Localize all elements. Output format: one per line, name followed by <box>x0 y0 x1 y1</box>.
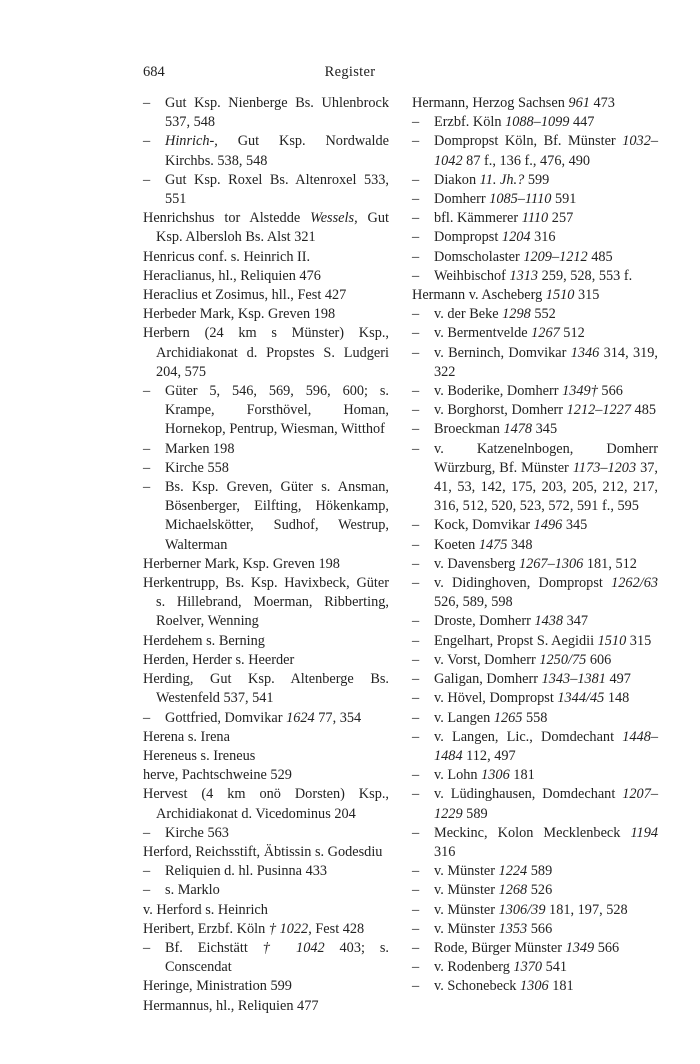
entry-date: 1349† <box>562 383 598 400</box>
entry-text: 599 <box>524 171 550 188</box>
subentry-dash: – <box>412 939 420 956</box>
entry-text: 566 <box>594 939 620 956</box>
subentry-dash: – <box>412 402 420 419</box>
subentry-dash: – <box>412 421 420 438</box>
entry-date: Wessels <box>310 210 355 227</box>
entry-text: v. Münster <box>434 901 499 918</box>
entry-date: 1353 <box>498 920 528 937</box>
index-subentry <box>412 209 658 228</box>
index-subentry <box>412 248 658 267</box>
entry-text: Herbern (24 km s Münster) Ksp., Archidiakonat d. Propstes S. Ludgeri 204, 575 <box>143 325 389 380</box>
entry-text: v. Lohn <box>434 767 482 784</box>
entry-text: 181 <box>548 978 574 995</box>
index-entry <box>143 766 389 785</box>
subentry-dash: – <box>412 786 420 803</box>
entry-text: Heribert, Erzbf. Köln <box>143 920 269 937</box>
entry-text: v. Münster <box>434 882 499 899</box>
entry-date: 1224 <box>498 863 528 880</box>
index-subentry <box>412 728 658 766</box>
entry-text: 512 <box>559 325 585 342</box>
index-subentry <box>412 977 658 996</box>
index-subentry <box>143 171 389 209</box>
index-entry <box>412 286 658 305</box>
entry-text: 316 <box>434 843 456 860</box>
index-subentry <box>412 939 658 958</box>
entry-text: v. Bermentvelde <box>434 325 532 342</box>
entry-date: 1306 <box>481 767 510 784</box>
entry-text: v. Berninch, Domvikar <box>434 344 571 361</box>
entry-text: Bf. Eichstätt <box>165 939 263 956</box>
entry-text: 403; s. Conscendat <box>165 939 389 976</box>
entry-text: 314, 319, 322 <box>434 344 658 380</box>
index-entry <box>143 670 389 708</box>
entry-text: v. Hövel, Dompropst <box>434 690 558 707</box>
index-subentry <box>412 689 658 708</box>
entry-date: 1110 <box>521 210 549 227</box>
entry-date: 11. Jh.? <box>479 171 525 188</box>
index-entry <box>143 728 389 747</box>
subentry-dash: – <box>412 632 420 649</box>
entry-text: v. Münster <box>434 863 499 880</box>
subentry-dash: – <box>143 479 151 496</box>
entry-text: Gut Ksp. Nienberge Bs. Uhlenbrock 537, 548 <box>165 95 389 131</box>
entry-date: 1475 <box>478 536 508 553</box>
entry-text: 541 <box>542 959 568 976</box>
entry-text: 37, 41, 53, 142, 175, 203, 205, 212, 217, 316, 512, 520, 523, 572, 591 f., 595 <box>434 459 658 515</box>
subentry-dash: – <box>143 824 151 841</box>
entry-date: 1306 <box>520 978 549 995</box>
index-subentry <box>143 132 389 170</box>
subentry-dash: – <box>143 440 151 457</box>
entry-date: 1306/39 <box>498 901 546 918</box>
entry-text: Marken 198 <box>165 440 235 457</box>
index-subentry <box>143 939 389 977</box>
subentry-dash: – <box>412 555 420 572</box>
index-subentry <box>412 401 658 420</box>
entry-text: v. Langen, Lic., Domdechant <box>434 728 623 745</box>
entry-text: Hereneus s. Ireneus <box>143 747 256 764</box>
entry-text: Erzbf. Köln <box>434 114 506 131</box>
index-subentry <box>412 171 658 190</box>
entry-text: 497 <box>605 671 631 688</box>
entry-date: 1349 <box>565 939 595 956</box>
entry-text: Engelhart, Propst S. Aegidii <box>434 632 598 649</box>
entry-date: 1207–1229 <box>434 786 658 822</box>
subentry-dash: – <box>412 728 420 745</box>
index-subentry <box>412 958 658 977</box>
index-entry <box>143 977 389 996</box>
entry-text: 558 <box>522 709 548 726</box>
entry-text: 591 <box>551 191 577 208</box>
index-subentry <box>412 785 658 823</box>
entry-text: v. Katzenelnbogen, Domherr Würzburg, Bf. Münster <box>434 440 658 476</box>
index-subentry <box>412 901 658 920</box>
subentry-dash: – <box>412 517 420 534</box>
entry-date: † 1022 <box>268 920 309 937</box>
entry-text: 566 <box>527 920 553 937</box>
index-subentry <box>412 190 658 209</box>
entry-text: 112, 497 <box>462 747 516 764</box>
entry-text: Rode, Bürger Münster <box>434 939 566 956</box>
entry-date: 1268 <box>498 882 528 899</box>
index-entry <box>412 94 658 113</box>
entry-text: 485 <box>630 402 657 419</box>
index-subentry <box>412 267 658 286</box>
subentry-dash: – <box>412 901 420 918</box>
entry-date: 1370 <box>513 959 543 976</box>
index-subentry <box>412 344 658 382</box>
index-subentry <box>143 440 389 459</box>
entry-date: 1624 <box>286 709 315 726</box>
index-subentry <box>143 478 389 555</box>
subentry-dash: – <box>412 229 420 246</box>
index-entry <box>143 632 389 651</box>
entry-text: Gut Ksp. Roxel Bs. Altenroxel 533, 551 <box>165 171 389 208</box>
entry-text: Kirche 563 <box>165 824 229 841</box>
entry-text: 589 <box>527 863 553 880</box>
entry-date: 1085–1110 <box>489 191 552 208</box>
page-number: 684 <box>143 64 165 80</box>
index-entry <box>143 267 389 286</box>
subentry-dash: – <box>412 267 420 284</box>
entry-text: 473 <box>589 95 615 111</box>
entry-date: 1510 <box>597 632 627 649</box>
index-entry <box>143 324 389 382</box>
entry-text: Broeckman <box>434 421 504 438</box>
entry-text: Henrichshus tor Alstedde <box>143 210 311 227</box>
subentry-dash: – <box>143 171 151 188</box>
index-entry <box>143 209 389 247</box>
index-subentry <box>143 382 389 440</box>
entry-text: Gottfried, Domvikar <box>165 709 287 726</box>
subentry-dash: – <box>412 863 420 880</box>
index-column-right <box>412 94 658 997</box>
subentry-dash: – <box>143 882 151 899</box>
index-column-left <box>143 94 389 1016</box>
index-subentry <box>412 766 658 785</box>
subentry-dash: – <box>412 671 420 688</box>
subentry-dash: – <box>412 306 420 323</box>
entry-date: 1313 <box>509 267 539 284</box>
entry-text: Güter 5, 546, 569, 596, 600; s. Krampe, Forsthövel, Homan, Hornekop, Pentrup, Wiesman, Witthof <box>165 383 389 438</box>
entry-date: 1478 <box>503 421 533 438</box>
entry-text: Henricus conf. s. Heinrich II. <box>143 248 311 265</box>
subentry-dash: – <box>412 344 420 361</box>
entry-date: 1088–1099 <box>505 114 570 131</box>
entry-date: 1343–1381 <box>541 671 606 688</box>
entry-text: 316 <box>530 229 556 246</box>
subentry-dash: – <box>412 133 420 150</box>
index-subentry <box>412 574 658 612</box>
entry-text: Hervest (4 km onö Dorsten) Ksp., Archidiakonat d. Vicedominus 204 <box>143 786 389 822</box>
entry-date: 1265 <box>493 709 523 726</box>
index-subentry <box>412 516 658 535</box>
entry-date: 1438 <box>534 613 564 630</box>
entry-date: 1496 <box>533 517 563 534</box>
subentry-dash: – <box>412 978 420 995</box>
index-entry <box>143 785 389 823</box>
entry-text: v. Davensberg <box>434 555 519 572</box>
entry-text: Dompropst <box>434 229 502 246</box>
subentry-dash: – <box>412 959 420 976</box>
subentry-dash: – <box>412 920 420 937</box>
entry-text: Herding, Gut Ksp. Altenberge Bs. Westenfeld 537, 541 <box>143 671 389 707</box>
entry-text: 485 <box>587 248 613 265</box>
index-subentry <box>412 881 658 900</box>
entry-date: 1267 <box>531 325 560 342</box>
entry-text: 181, 512 <box>583 555 637 572</box>
entry-text: Herdehem s. Berning <box>143 632 265 649</box>
index-entry <box>143 920 389 939</box>
entry-text: Herberner Mark, Ksp. Greven 198 <box>143 555 340 572</box>
entry-text: Bs. Ksp. Greven, Güter s. Ansman, Bösenberger, Eilfting, Hökenkamp, Michaelskötter, Sudhof, Westrup, Walterman <box>165 479 389 553</box>
index-entry <box>143 555 389 574</box>
index-subentry <box>143 881 389 900</box>
index-subentry <box>412 536 658 555</box>
index-subentry <box>412 824 658 862</box>
entry-text: 181 <box>509 767 535 784</box>
entry-text: v. Herford s. Heinrich <box>143 901 268 918</box>
subentry-dash: – <box>412 191 420 208</box>
subentry-dash: – <box>143 939 151 956</box>
entry-text: 347 <box>563 613 589 630</box>
index-subentry <box>412 382 658 401</box>
entry-text: 606 <box>586 651 612 668</box>
entry-text: 345 <box>532 421 558 438</box>
subentry-dash: – <box>143 133 151 150</box>
entry-text: Meckinc, Kolon Mecklenbeck <box>434 824 631 841</box>
entry-date: 1267–1306 <box>518 555 584 572</box>
entry-text: s. Marklo <box>165 882 220 899</box>
entry-text: Heraclianus, hl., Reliquien 476 <box>143 267 321 284</box>
entry-date: 1344/45 <box>557 690 605 707</box>
entry-text: Reliquien d. hl. Pusinna 433 <box>165 863 328 880</box>
entry-text: v. Borghorst, Domherr <box>434 402 567 419</box>
entry-text: 552 <box>530 306 556 323</box>
entry-text: v. Langen <box>434 709 494 726</box>
subentry-dash: – <box>412 210 420 227</box>
entry-text: Heraclius et Zosimus, hll., Fest 427 <box>143 287 347 304</box>
entry-text: v. Schonebeck <box>434 978 521 995</box>
entry-text: 181, 197, 528 <box>545 901 628 918</box>
subentry-dash: – <box>143 459 151 476</box>
entry-date: † 1042 <box>262 939 325 956</box>
entry-text: v. Lüdinghausen, Domdechant <box>434 786 623 803</box>
entry-text: Herbeder Mark, Ksp. Greven 198 <box>143 306 336 323</box>
subentry-dash: – <box>143 95 151 111</box>
entry-text: v. der Beke <box>434 306 503 323</box>
subentry-dash: – <box>412 325 420 342</box>
entry-text: Hermann, Herzog Sachsen <box>412 95 569 111</box>
entry-text: 259, 528, 553 f. <box>538 267 633 284</box>
index-entry <box>143 305 389 324</box>
entry-text: v. Boderike, Domherr <box>434 383 563 400</box>
entry-text: 526 <box>527 882 553 899</box>
entry-date: 1032–1042 <box>434 133 658 169</box>
index-subentry <box>412 228 658 247</box>
entry-text: 526, 589, 598 <box>434 594 513 611</box>
index-subentry <box>143 862 389 881</box>
subentry-dash: – <box>412 536 420 553</box>
index-entry <box>143 843 389 862</box>
entry-text: 257 <box>548 210 574 227</box>
entry-text: 315 <box>574 287 600 304</box>
entry-text: v. Didinghoven, Dompropst <box>434 575 612 592</box>
entry-text: Dompropst Köln, Bf. Münster <box>434 133 623 150</box>
index-entry <box>143 574 389 632</box>
entry-text: v. Rodenberg <box>434 959 514 976</box>
entry-text: Herkentrupp, Bs. Ksp. Havixbeck, Güter s. Hillebrand, Moerman, Ribberting, Roelver, Wenning <box>143 575 389 630</box>
entry-text: 589 <box>462 805 488 822</box>
index-subentry <box>412 670 658 689</box>
index-subentry <box>412 709 658 728</box>
entry-text: 148 <box>604 690 630 707</box>
entry-date: 1346 <box>570 344 600 361</box>
subentry-dash: – <box>412 767 420 784</box>
entry-text: Heringe, Ministration 599 <box>143 978 292 995</box>
entry-text: Domherr <box>434 191 490 208</box>
entry-text: 87 f., 136 f., 476, 490 <box>462 152 591 169</box>
subentry-dash: – <box>412 248 420 265</box>
index-subentry <box>412 132 658 170</box>
entry-text: herve, Pachtschweine 529 <box>143 767 292 784</box>
subentry-dash: – <box>143 383 151 400</box>
entry-text: Hermann v. Ascheberg <box>412 287 546 304</box>
subentry-dash: – <box>412 882 420 899</box>
subentry-dash: – <box>412 575 420 592</box>
entry-text: 566 <box>597 383 623 400</box>
entry-text: Weihbischof <box>434 267 510 284</box>
entry-text: 345 <box>562 517 588 534</box>
entry-text: , Gut Ksp. Nordwalde Kirchbs. 538, 548 <box>165 133 389 169</box>
subentry-dash: – <box>143 709 151 726</box>
subentry-dash: – <box>143 863 151 880</box>
index-subentry <box>412 612 658 631</box>
index-subentry <box>412 862 658 881</box>
index-subentry <box>143 709 389 728</box>
subentry-dash: – <box>412 709 420 726</box>
entry-text: Hermannus, hl., Reliquien 477 <box>143 997 319 1014</box>
subentry-dash: – <box>412 383 420 400</box>
entry-text: Kirche 558 <box>165 459 229 476</box>
entry-text: Galigan, Domherr <box>434 671 542 688</box>
index-subentry <box>412 920 658 939</box>
index-entry <box>143 997 389 1016</box>
subentry-dash: – <box>412 824 420 841</box>
entry-text: Kock, Domvikar <box>434 517 534 534</box>
entry-text: Droste, Domherr <box>434 613 535 630</box>
index-entry <box>143 286 389 305</box>
entry-text: , Gut Ksp. Albersloh Bs. Alst 321 <box>156 210 389 246</box>
entry-date: 961 <box>568 95 590 111</box>
entry-text: 77, 354 <box>314 709 362 726</box>
index-entry <box>143 901 389 920</box>
index-subentry <box>412 113 658 132</box>
subentry-dash: – <box>412 690 420 707</box>
index-subentry <box>143 459 389 478</box>
subentry-dash: – <box>412 440 420 457</box>
entry-text: 447 <box>569 114 595 131</box>
entry-text: bfl. Kämmerer <box>434 210 522 227</box>
entry-text: , Fest 428 <box>308 920 365 937</box>
entry-text: Herford, Reichsstift, Äbtissin s. Godesdiu <box>143 843 383 860</box>
subentry-dash: – <box>412 613 420 630</box>
subentry-dash: – <box>412 114 420 131</box>
index-subentry <box>412 305 658 324</box>
entry-date: 1510 <box>545 287 575 304</box>
entry-text: 348 <box>507 536 533 553</box>
index-subentry <box>412 651 658 670</box>
entry-date: 1298 <box>502 306 531 323</box>
entry-text: Domscholaster <box>434 248 524 265</box>
subentry-dash: – <box>412 651 420 668</box>
index-entry <box>143 248 389 267</box>
entry-text: Diakon <box>434 171 480 188</box>
running-head: Register <box>324 64 376 80</box>
entry-date: 1173–1203 <box>572 459 637 476</box>
entry-text: 315 <box>626 632 652 649</box>
index-entry <box>143 651 389 670</box>
entry-text: Herena s. Irena <box>143 728 230 745</box>
subentry-dash: – <box>412 171 420 188</box>
index-subentry <box>412 632 658 651</box>
entry-date: 1250/75 <box>539 651 587 668</box>
index-subentry <box>412 555 658 574</box>
entry-text: v. Münster <box>434 920 499 937</box>
entry-text: v. Vorst, Domherr <box>434 651 540 668</box>
index-subentry <box>412 440 658 517</box>
entry-date: 1448–1484 <box>434 728 658 764</box>
entry-date: 1209–1212 <box>523 248 588 265</box>
index-subentry <box>143 94 389 132</box>
entry-text: Koeten <box>434 536 479 553</box>
entry-date: 1194 <box>630 824 658 841</box>
index-subentry <box>412 420 658 439</box>
entry-date: Hinrich- <box>165 133 215 150</box>
entry-text: Herden, Herder s. Heerder <box>143 651 295 668</box>
index-subentry <box>412 324 658 343</box>
index-entry <box>143 747 389 766</box>
index-subentry <box>143 824 389 843</box>
entry-date: 1262/63 <box>611 575 658 592</box>
entry-date: 1212–1227 <box>566 402 631 419</box>
entry-date: 1204 <box>501 229 531 246</box>
